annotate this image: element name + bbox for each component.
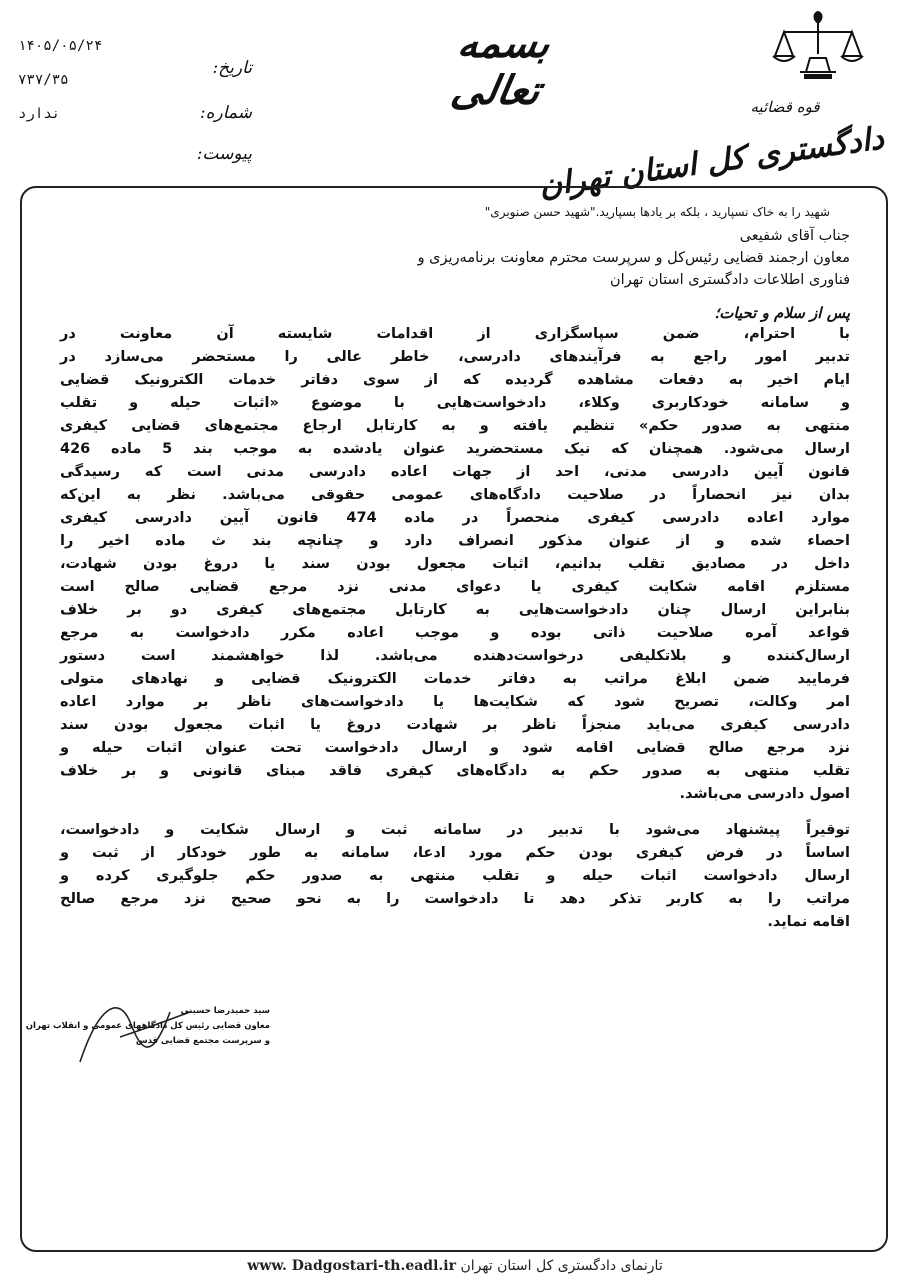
paragraph-line: و سامانه خودکاربری وکلاء، دادخواست‌هایی با موضوع «اثبات حیله و تقلب xyxy=(60,395,850,411)
paragraph-line: داخل در مصادیق تقلب بدانیم، اثبات مجعول بودن سند یا دروغ بودن شهادت، xyxy=(60,556,850,572)
basmala: بسمه تعالی xyxy=(447,20,554,114)
paragraph-line: قانون آیین دادرسی مدنی، احد از جهات اعاده دادرسی مدنی است که رسیدگی xyxy=(60,464,850,480)
paragraph-line: دادرسی کیفری می‌باید منجزاً ناظر بر شهادت دروغ یا اثبات مجعول بودن سند xyxy=(60,717,850,733)
paragraph-line: ارسال‌کننده و بلاتکلیفی درخواست‌دهنده می‌باشد. لذا خواهشمند است دستور xyxy=(60,648,850,664)
number-label: شماره: xyxy=(199,103,252,123)
paragraph-line: تدبیر امور راجع به فرآیندهای دادرسی، خاطر عالی را مستحضر می‌سازد در xyxy=(60,349,850,365)
paragraph-line: قواعد آمره صلاحیت ذاتی بوده و موجب اعاده مکرر دادخواست به مرجع xyxy=(60,625,850,641)
date-label: تاریخ: xyxy=(212,58,252,78)
paragraph-line: فرمایید ضمن ابلاغ مراتب به دفاتر خدمات الکترونیک قضایی و نهادهای متولی xyxy=(60,671,850,687)
paragraph-line: منتهی به صدور حکم» تنظیم یافته و به کارتابل ارجاع مجتمع‌های قضایی کیفری xyxy=(60,418,850,434)
date-value: ۱۴۰۵/۰۵/۲۴ xyxy=(18,38,103,54)
signatory-title: و سرپرست مجتمع قضایی قدس xyxy=(135,1036,270,1046)
signature-block xyxy=(25,1004,270,1049)
paragraph-line: مستلزم اقامه شکایت کیفری یا دعوای مدنی نزد مرجع قضایی صالح است xyxy=(60,579,850,595)
attachment-label: پیوست: xyxy=(196,144,252,164)
judiciary-emblem-icon xyxy=(770,10,866,88)
motto: شهید را به خاک نسپارید ، بلکه بر یادها بسپارید."شهید حسن صنوبری" xyxy=(484,205,830,219)
paragraph-line: تقلب منتهی به صدور حکم به دادگاه‌های کیفری فاقد مبنای قانونی و بر خلاف xyxy=(60,763,850,779)
paragraph-line: با احترام، ضمن سپاسگزاری از اقدامات شایسته آن معاونت در xyxy=(60,326,850,342)
org-name: دادگستری کل استان تهران xyxy=(537,120,887,205)
paragraph-line: امر وکالت، تصریح شود که شکایت‌ها یا دادخواست‌های ناظر بر موارد اعاده xyxy=(60,694,850,710)
paragraph-line: اصول دادرسی می‌باشد. xyxy=(679,786,850,802)
addressee-line: جناب آقای شفیعی xyxy=(739,228,850,244)
paragraph-line: توقیراً پیشنهاد می‌شود با تدبیر در سامانه ثبت و ارسال شکایت و دادخواست، xyxy=(60,822,850,838)
addressee-line: فناوری اطلاعات دادگستری استان تهران xyxy=(610,272,850,288)
addressee-line: معاون ارجمند قضایی رئیس‌کل و سرپرست محترم معاونت برنامه‌ریزی و xyxy=(417,250,850,266)
paragraph-line: نزد مرجع صالح قضایی اقامه شود و ارسال دادخواست تحت عنوان اثبات حیله و xyxy=(60,740,850,756)
paragraph-line: احصاء شده و از عنوان مذکور انصراف دارد و چنانچه بند ث ماده اخیر را xyxy=(60,533,850,549)
paragraph-line: ارسال می‌شود. همچنان که نیک مستحضرید عنوان یادشده به موجب بند 5 ماده 426 xyxy=(60,441,850,457)
paragraph-line: موارد اعاده دادرسی کیفری منحصراً در ماده 474 قانون آیین دادرسی کیفری xyxy=(60,510,851,526)
paragraph-line: بدان نیز انحصاراً در صلاحیت دادگاه‌های عمومی حقوقی می‌باشد. نظر به این‌که xyxy=(60,487,850,503)
footer-url[interactable]: www. Dadgostari-th.eadl.ir xyxy=(247,1258,456,1274)
signatory-title: معاون قضایی رئیس کل دادگاههای عمومی و انقلاب تهران xyxy=(25,1021,270,1031)
greeting: پس از سلام و تحیات؛ xyxy=(714,304,850,322)
paragraph-line: ایام اخیر به دفعات مشاهده گردیده که از سوی دفاتر خدمات الکترونیک قضایی xyxy=(60,372,850,388)
paragraph-line: مراتب را به کاربر تذکر دهد تا دادخواست را به نحو صحیح نزد مرجع صالح xyxy=(60,891,850,907)
org-subtitle: قوه قضائیه xyxy=(750,98,820,116)
footer xyxy=(0,1258,910,1274)
signatory-name: سید حمیدرضا حسینی xyxy=(180,1006,270,1016)
paragraph-line: اساساً در فرض کیفری بودن حکم مورد ادعا، سامانه به طور خودکار از ثبت و xyxy=(60,845,850,861)
attachment-value: ندارد xyxy=(18,106,61,122)
number-value: ۷۳۷/۳۵ xyxy=(18,72,69,88)
paragraph-line: بنابراین ارسال چنان دادخواست‌هایی به کارتابل مجتمع‌های کیفری دو بر خلاف xyxy=(60,602,850,618)
paragraph-line: اقامه نماید. xyxy=(767,914,850,930)
footer-site-label: تارنمای دادگستری کل استان تهران xyxy=(460,1258,663,1274)
paragraph-line: ارسال دادخواست اثبات حیله و تقلب منتهی به صدور حکم جلوگیری کرده و xyxy=(60,868,850,884)
